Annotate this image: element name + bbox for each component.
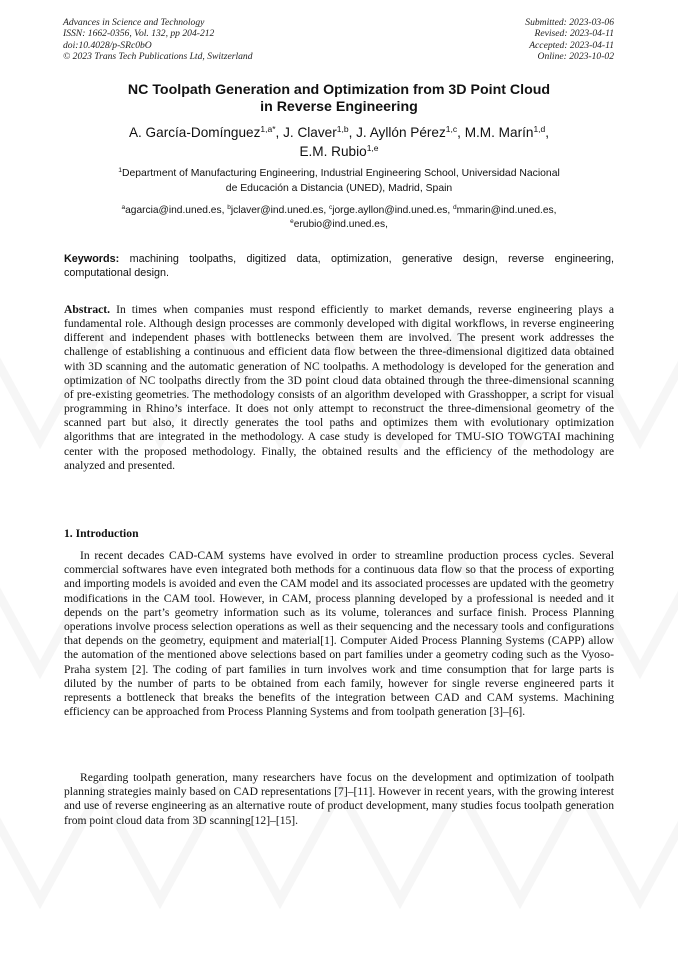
email-mark: d [453,204,457,211]
paper-title [64,82,614,117]
author-affiliation-mark: 1,e [366,143,379,153]
introduction-paragraph-1: In recent decades CAD-CAM systems have evolved in order to streamline production process cycles. Several commercial softwares have even integrated both methods for a continuous data flow so that the process of exporting and importing models is avoided and even the CAM model and its associated processes are updated with the geometry modifications in the CAM tool. However, in CAM, process planning developed by a professional is needed and it depends on the part’s geometry information such as its volume, tolerances and surface finish. Process Planning operations involve process selection operations as well as their sequencing and the necessary tools and configurations that depends on the geometry, equipment and material[1]. Computer Aided Process Planning Systems (CAPP) allow the automation of the mentioned above selections based on part families under a geometry coding such as the Vyoso-Praha system [2]. The coding of part families in turn involves work and time consumption that for large parts is diluted by the number of parts to be obtained from each family, however for single reverse engineered parts it represents a bottleneck that breaks the benefits of the integration between CAD and CAM systems. Machining efficiency can be approached from Process Planning Systems and from toolpath generation [3]–[6]. [64,549,614,719]
email-link[interactable]: agarcia@ind.uned.es [125,205,222,216]
affiliation-number: 1 [118,167,122,174]
author-name: J. Claver [283,125,337,140]
journal-header-left [63,17,253,63]
journal-name: Advances in Science and Technology [63,17,205,28]
email-link[interactable]: erubio@ind.uned.es [293,218,386,230]
email-mark: b [227,204,231,211]
affiliation [64,166,614,196]
email-mark: c [329,204,333,211]
title-line-2: in Reverse Engineering [260,99,418,116]
online-date: Online: 2023-10-02 [537,51,614,63]
author-emails: $^a$agarcia@ind.uned.es, $^b$jclaver@ind.uned.es, $^c$jorge.ayllon@ind.uned.es, $^d$mmarin@ind.uned.es, $^e$erubio@ind.uned.es, [121,204,557,230]
keywords [64,252,614,280]
author-affiliation-mark: 1,a* [260,124,276,134]
author-affiliation-mark: 1,b [336,124,349,134]
abstract-label: Abstract. [64,303,111,316]
author-name: J. Ayllón Pérez [356,125,446,140]
journal-issn: ISSN: 1662-0356, Vol. 132, pp 204-212 [63,28,215,40]
email-link[interactable]: jorge.ayllon@ind.uned.es [332,205,448,216]
email-link[interactable]: jclaver@ind.uned.es [230,205,324,216]
keywords-label: Keywords: [64,253,120,265]
submitted-date: Submitted: 2023-03-06 [525,17,614,28]
abstract-text: In times when companies must respond efficiently to market demands, reverse engineering plays a fundamental role. Although design processes are commonly developed with digital workflows, in reverse engineering different and independent phases with bottlenecks between them are involved. The present work addresses the challenge of establishing a continuous and efficient data flow between the three-dimensional digitized data obtained with 3D scanning and the automatic generation of NC toolpaths. A methodology is developed for the generation and optimization of NC toolpaths directly from the 3D point cloud data obtained through the three-dimensional scanning of pre-existing geometries. The methodology consists of an algorithm developed with Grasshopper, a script for visual programming in Rhino’s interface. It does not only attempt to reconstruct the three-dimensional geometry of the scanned part but also, it directly generates the tool paths and optimizes them with evolutionary optimization algorithms that are integrated in the methodology. A case study is developed for TMU-SIO TOWGTAI machining center with the proposed methodology. Finally, the obtained results and the efficiency of the methodology are analyzed and presented. [64,303,614,472]
revised-date: Revised: 2023-04-11 [534,28,614,40]
author-list: A. García-Domínguez$^{1,a*}$, J. Claver$^{1,b}$, J. Ayllón Pérez$^{1,c}$, M.M. Marín$^{1,d}$, E.M. Rubio$^{1,e}$ [128,124,550,159]
author-affiliation-mark: 1,d [533,124,546,134]
abstract [64,303,614,473]
keywords-text: machining toolpaths, digitized data, optimization, generative design, reverse engineering, computational design. [64,253,614,280]
affiliation-line-2: de Educación a Distancia (UNED), Madrid, Spain [225,183,453,194]
email-mark: a [121,204,126,211]
journal-header-right [525,17,614,63]
author-affiliation-mark: 1,c [445,124,458,134]
author-name: M.M. Marín [464,125,534,140]
copyright-notice: © 2023 Trans Tech Publications Ltd, Switzerland [63,51,253,63]
affiliation-line-1: Department of Manufacturing Engineering, Industrial Engineering School, Universidad Nacional [121,168,560,179]
email-link[interactable]: mmarin@ind.uned.es [456,205,554,216]
email-mark: e [290,217,294,225]
title-line-1: NC Toolpath Generation and Optimization from 3D Point Cloud [127,82,551,98]
author-name: E.M. Rubio [299,144,367,159]
article-doi: doi:10.4028/p-SRc0bO [63,39,152,51]
introduction-paragraph-2: Regarding toolpath generation, many researchers have focus on the development and optimization of toolpath planning strategies mainly based on CAD representations [7]–[11]. However in recent years, with the growing interest and use of reverse engineering as an alternative route of product development, many studies focus toolpath generation from point cloud data from 3D scanning[12]–[15]. [64,771,614,827]
section-heading-introduction: 1. Introduction [64,527,139,540]
accepted-date: Accepted: 2023-04-11 [529,39,614,51]
author-name: A. García-Domínguez [128,125,261,140]
